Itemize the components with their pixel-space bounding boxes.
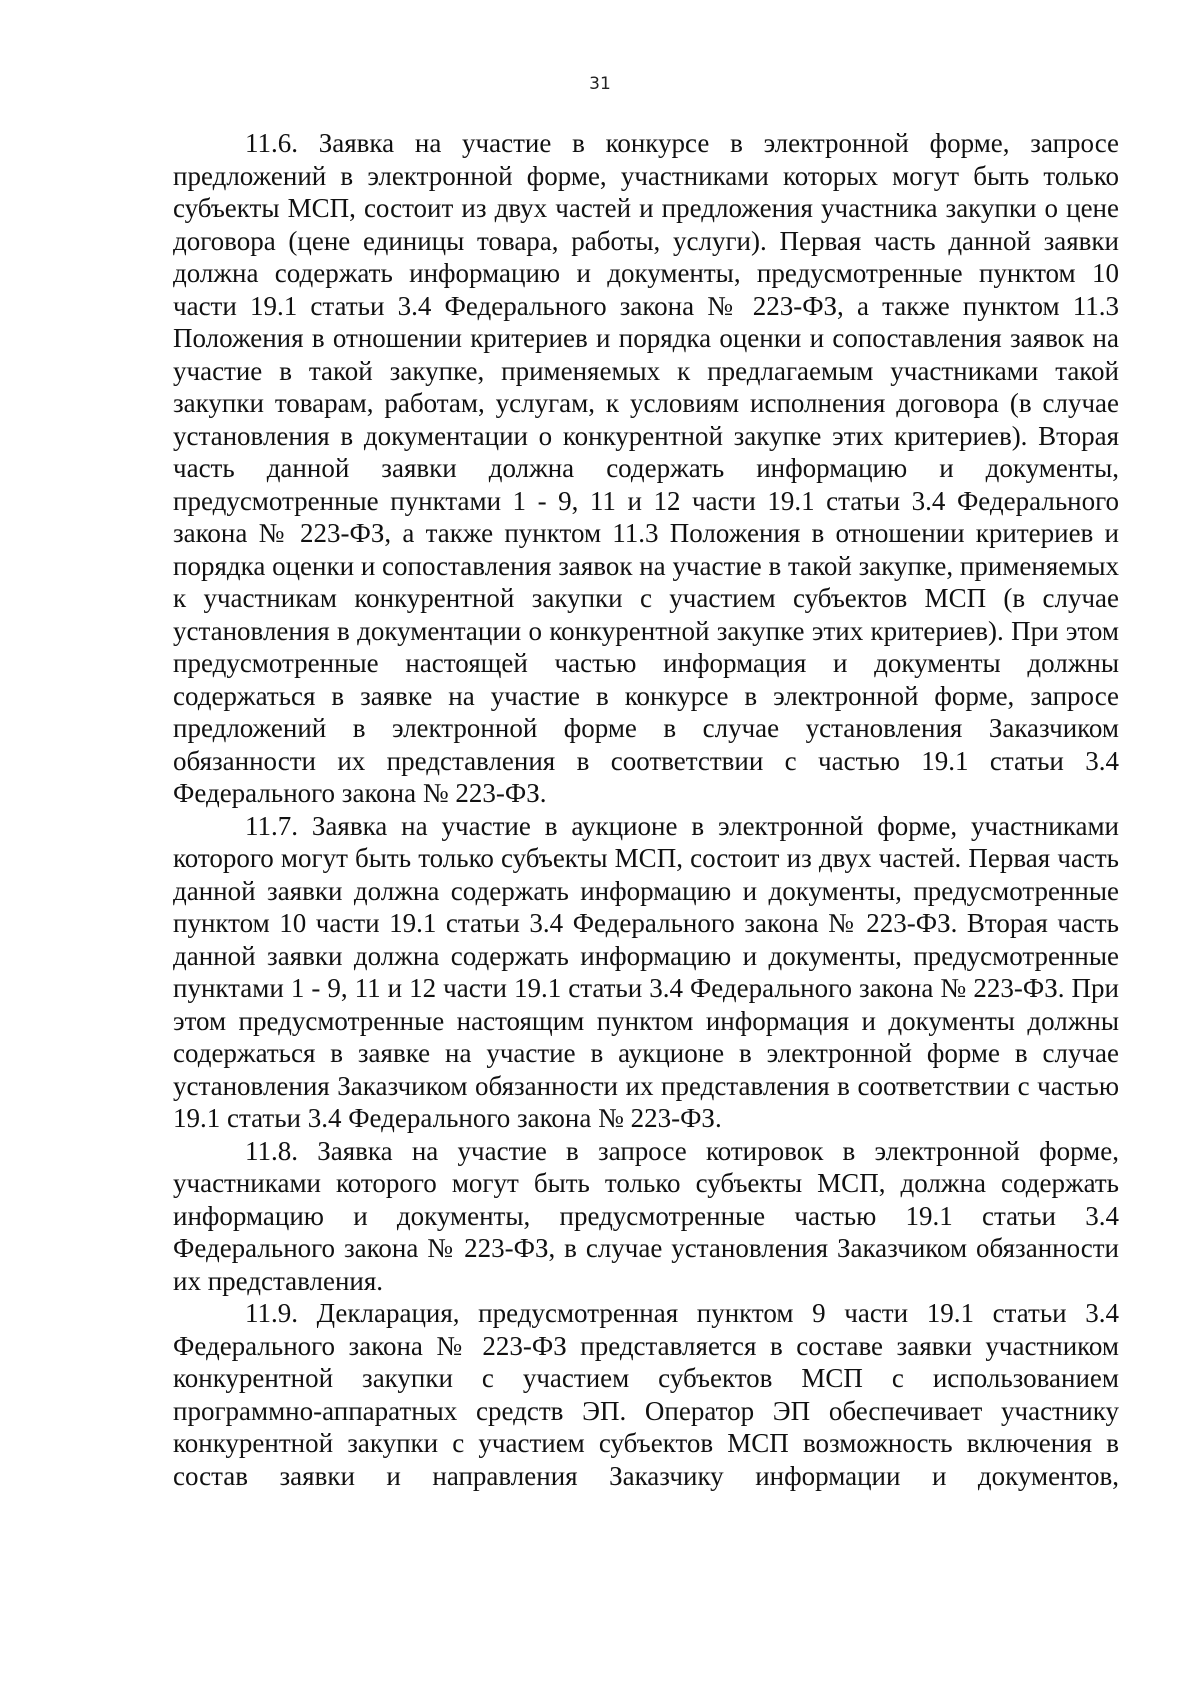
paragraph-11-8: 11.8. Заявка на участие в запросе котировок в электронной форме, участниками которого могут быть только субъекты МСП, должна содержать информацию и документы, предусмотренные частью 19.1 статьи 3.4 Федерального закона № 223-ФЗ, в случае установления Заказчиком обязанности их представления.	[173, 1135, 1119, 1296]
page-number: 31	[589, 74, 611, 94]
paragraph-11-6: 11.6. Заявка на участие в конкурсе в электронной форме, запросе предложений в электронной форме, участниками которых могут быть только субъекты МСП, состоит из двух частей и предложения участника закупки о цене договора (цене единицы товара, работы, услуги). Первая часть данной заявки должна содержать информацию и документы, предусмотренные пунктом 10 части 19.1 статьи 3.4 Федерального закона № 223-ФЗ, а также пунктом 11.3 Положения в отношении критериев и порядка оценки и сопоставления заявок на участие в такой закупке, применяемых к предлагаемым участниками такой закупки товарам, работам, услугам, к условиям исполнения договора (в случае установления в документации о конкурентной закупке этих критериев). Вторая часть данной заявки должна содержать информацию и документы, предусмотренные пунктами 1 - 9, 11 и 12 части 19.1 статьи 3.4 Федерального закона № 223-ФЗ, а также пунктом 11.3 Положения в отношении критериев и порядка оценки и сопоставления заявок на участие в такой закупке, применяемых к участникам конкурентной закупки с участием субъектов МСП (в случае установления в документации о конкурентной закупке этих критериев). При этом предусмотренные настоящей частью информация и документы должны содержаться в заявке на участие в конкурсе в электронной форме, запросе предложений в электронной форме в случае установления Заказчиком обязанности их представления в соответствии с частью 19.1 статьи 3.4 Федерального закона № 223-ФЗ.	[173, 128, 1119, 808]
document-body	[173, 127, 1119, 1492]
paragraph-11-7: 11.7. Заявка на участие в аукционе в электронной форме, участниками которого могут быть только субъекты МСП, состоит из двух частей. Первая часть данной заявки должна содержать информацию и документы, предусмотренные пунктом 10 части 19.1 статьи 3.4 Федерального закона № 223-ФЗ. Вторая часть данной заявки должна содержать информацию и документы, предусмотренные пунктами 1 - 9, 11 и 12 части 19.1 статьи 3.4 Федерального закона № 223-ФЗ. При этом предусмотренные настоящим пунктом информация и документы должны содержаться в заявке на участие в аукционе в электронной форме в случае установления Заказчиком обязанности их представления в соответствии с частью 19.1 статьи 3.4 Федерального закона № 223-ФЗ.	[173, 810, 1119, 1133]
paragraph-11-9: 11.9. Декларация, предусмотренная пунктом 9 части 19.1 статьи 3.4 Федерального закона № 223-ФЗ представляется в составе заявки участником конкурентной закупки с участием субъектов МСП с использованием программно-аппаратных средств ЭП. Оператор ЭП обеспечивает участнику конкурентной закупки с участием субъектов МСП возможность включения в состав заявки и направления Заказчику информации и документов,	[173, 1298, 1119, 1491]
